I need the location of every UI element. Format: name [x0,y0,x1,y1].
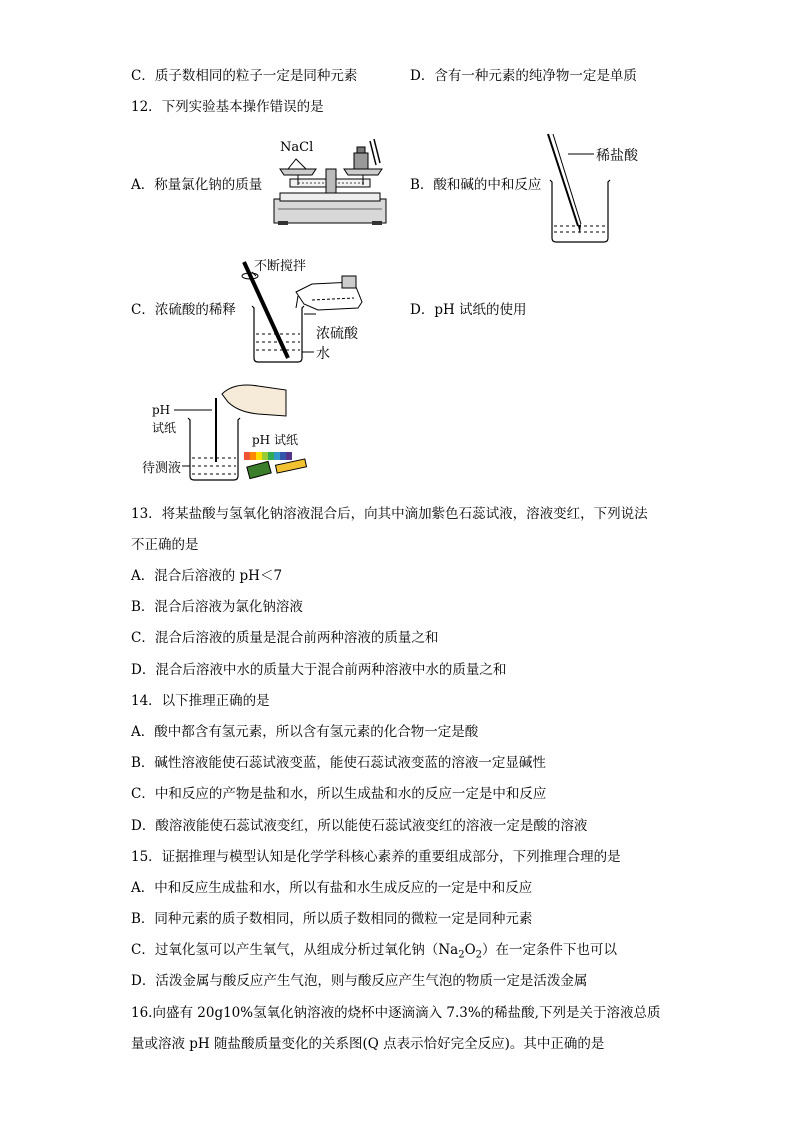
stir-label: 不断搅拌 [254,259,307,274]
q15-stem: 15．证据推理与模型认知是化学学科核心素养的重要组成部分，下列推理合理的是 [131,849,621,865]
q11-option-d: D．含有一种元素的纯净物一定是单质 [410,68,637,84]
q12-stem: 12．下列实验基本操作错误的是 [131,99,324,115]
ph-test-figure [138,380,318,484]
q13-stem-line1: 13．将某盐酸与氢氧化钠溶液混合后，向其中滴加紫色石蕊试液，溶液变红，下列说法 [131,506,648,522]
q16-stem-line2: 量或溶液 pH 随盐酸质量变化的关系图(Q 点表示恰好完全反应)。其中正确的是 [131,1036,605,1052]
q14-option-b: B．碱性溶液能使石蕊试液变蓝，能使石蕊试液变蓝的溶液一定显碱性 [131,755,546,771]
q14-option-c: C．中和反应的产物是盐和水，所以生成盐和水的反应一定是中和反应 [131,786,547,802]
balance-figure [268,135,394,227]
q15-option-b: B．同种元素的质子数相同，所以质子数相同的微粒一定是同种元素 [131,911,533,927]
q13-option-a: A．混合后溶液的 pH＜7 [131,568,283,584]
paper-label: 试纸 [152,421,177,435]
q14-option-d: D．酸溶液能使石蕊试液变红，所以能使石蕊试液变红的溶液一定是酸的溶液 [131,818,588,834]
q15-option-d: D．活泼金属与酸反应产生气泡，则与酸反应产生气泡的物质一定是活泼金属 [131,973,588,989]
nacl-label: NaCl [280,140,314,155]
dilution-figure [236,254,376,366]
conc-acid-label: 浓硫酸 [316,326,358,342]
q12-option-b: B．酸和碱的中和反应 [410,177,542,193]
water-label: 水 [316,346,330,362]
ph-strip-label: pH 试纸 [252,433,298,447]
ph-label: pH [152,403,171,417]
q12-option-c: C．浓硫酸的稀释 [131,302,236,318]
q14-option-a: A．酸中都含有氢元素，所以含有氢元素的化合物一定是酸 [131,724,479,740]
neutralization-figure [536,130,666,248]
q13-stem-line2: 不正确的是 [131,537,199,553]
q12-option-a: A．称量氯化钠的质量 [131,177,263,193]
q15-option-c: C．过氧化氢可以产生氧气，从组成分析过氧化钠$(Na_2O_2)$在一定条件下也可以 [131,942,618,961]
q14-stem: 14．以下推理正确的是 [131,693,270,709]
q15-option-a: A．中和反应生成盐和水，所以有盐和水生成反应的一定是中和反应 [131,880,533,896]
q16-stem-line1: 16.向盛有 20g10%氢氧化钠溶液的烧杯中逐滴滴入 7.3%的稀盐酸,下列是关于溶液总质 [131,1005,661,1021]
q13-option-b: B．混合后溶液为氯化钠溶液 [131,599,303,615]
q12-option-d: D．pH 试纸的使用 [410,302,527,318]
dilute-hcl-label: 稀盐酸 [596,148,638,164]
q11-option-c: C．质子数相同的粒子一定是同种元素 [131,68,358,84]
q13-option-c: C．混合后溶液的质量是混合前两种溶液的质量之和 [131,630,439,646]
test-liquid-label: 待测液 [142,461,182,476]
q13-option-d: D．混合后溶液中水的质量大于混合前两种溶液中水的质量之和 [131,662,507,678]
